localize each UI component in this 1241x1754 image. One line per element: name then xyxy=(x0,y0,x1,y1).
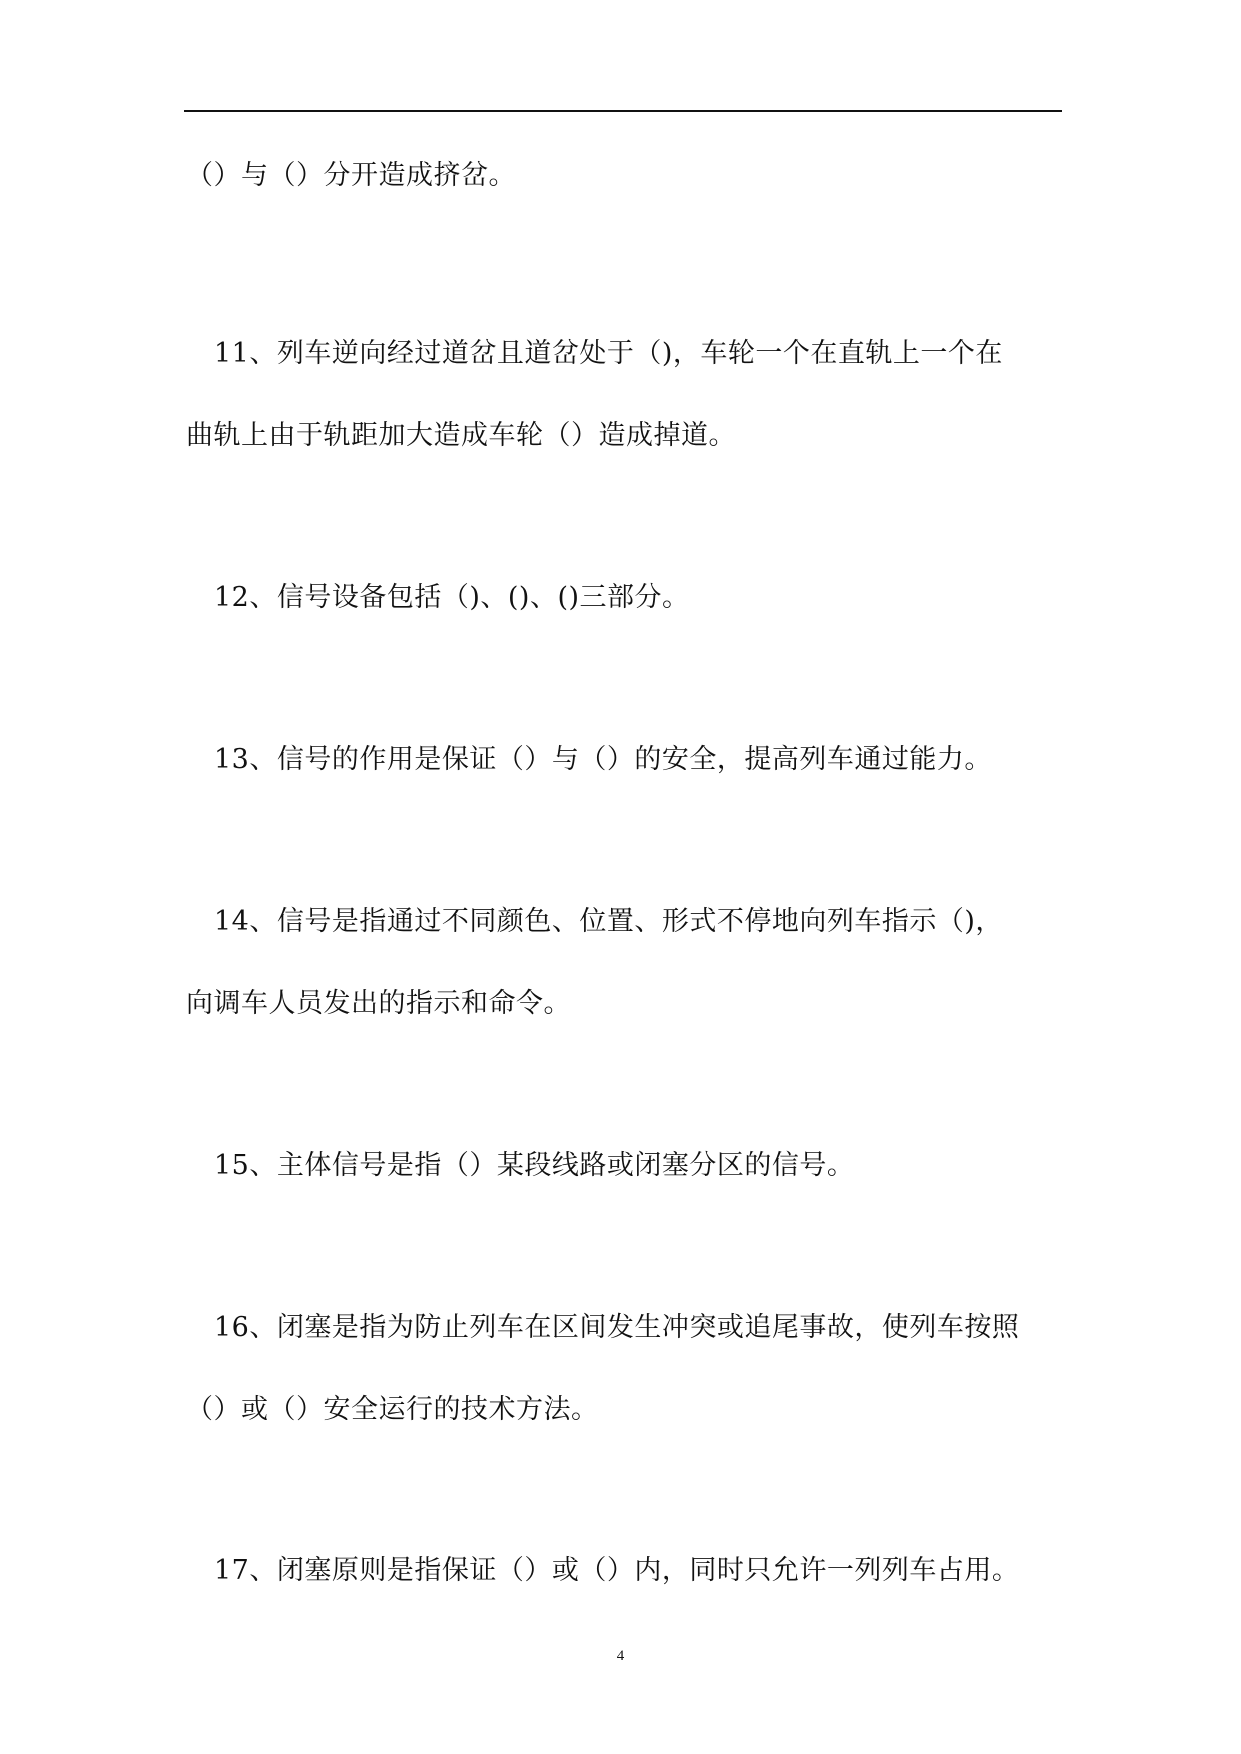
text-line: 16、闭塞是指为防止列车在区间发生冲突或追尾事故，使列车按照 xyxy=(214,1312,1020,1343)
text-line: 17、闭塞原则是指保证（）或（）内，同时只允许一列列车占用。 xyxy=(214,1555,1020,1586)
text-line: 13、信号的作用是保证（）与（）的安全，提高列车通过能力。 xyxy=(214,744,992,775)
header-rule xyxy=(184,110,1062,112)
text-line: （）与（）分开造成挤岔。 xyxy=(186,160,516,191)
text-line: 曲轨上由于轨距加大造成车轮（）造成掉道。 xyxy=(186,420,736,451)
text-line: 14、信号是指通过不同颜色、位置、形式不停地向列车指示（)， xyxy=(214,906,1003,937)
text-line: （）或（）安全运行的技术方法。 xyxy=(186,1394,599,1425)
page-number: 4 xyxy=(616,1648,625,1664)
text-line: 11、列车逆向经过道岔且道岔处于（)，车轮一个在直轨上一个在 xyxy=(214,338,1003,369)
text-line: 15、主体信号是指（）某段线路或闭塞分区的信号。 xyxy=(214,1150,855,1181)
text-line: 向调车人员发出的指示和命令。 xyxy=(186,988,571,1019)
text-line: 12、信号设备包括（)、()、()三部分。 xyxy=(214,582,690,613)
